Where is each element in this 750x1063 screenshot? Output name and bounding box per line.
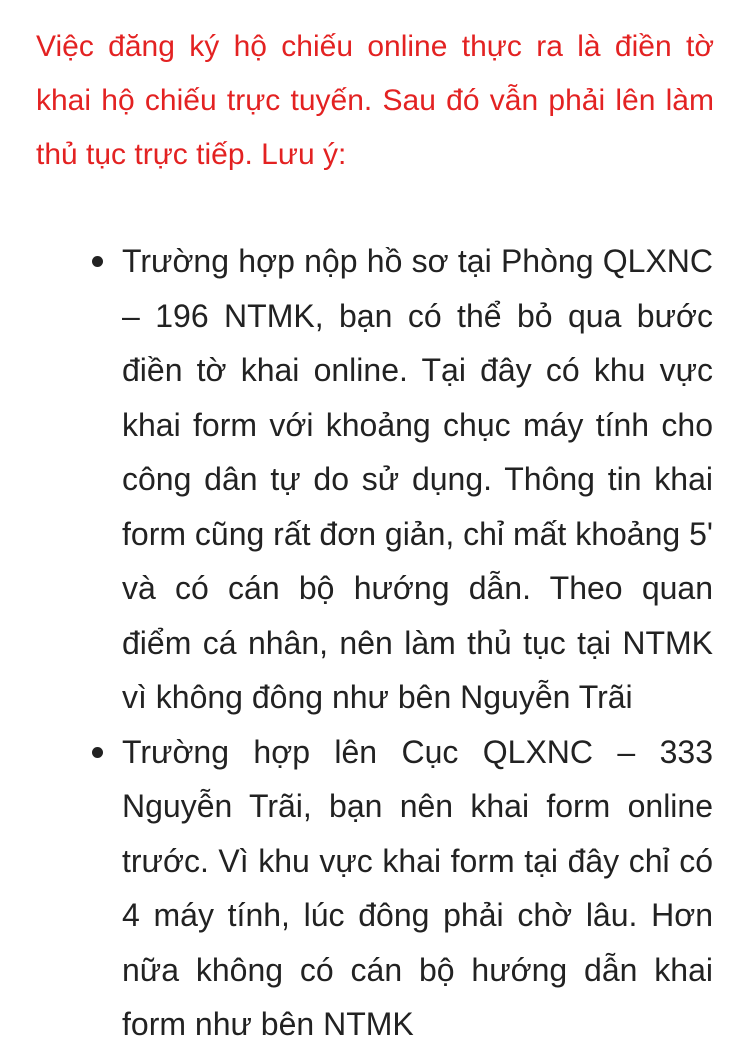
bullet-icon [92,747,103,758]
list-item-text: Trường hợp nộp hồ sơ tại Phòng QLXNC – 196 NTMK, bạn có thể bỏ qua bước điền tờ khai online. Tại đây có khu vực khai form với khoảng chục máy tính cho công dân tự do sử dụng. Thông tin khai form cũng rất đơn giản, chỉ mất khoảng 5' và có cán bộ hướng dẫn. Theo quan điểm cá nhân, nên làm thủ tục tại NTMK vì không đông như bên Nguyễn Trãi [122,243,713,715]
list-item-text: Trường hợp lên Cục QLXNC – 333 Nguyễn Trãi, bạn nên khai form online trước. Vì khu vực khai form tại đây chỉ có 4 máy tính, lúc đông phải chờ lâu. Hơn nữa không có cán bộ hướng dẫn khai form như bên NTMK [122,733,713,1042]
intro-paragraph: Việc đăng ký hộ chiếu online thực ra là điền tờ khai hộ chiếu trực tuyến. Sau đó vẫn phải lên làm thủ tục trực tiếp. Lưu ý: [36,30,714,171]
list-item [86,725,713,1052]
bullet-icon [92,256,103,267]
note-list [86,234,713,1052]
list-item [86,234,713,725]
